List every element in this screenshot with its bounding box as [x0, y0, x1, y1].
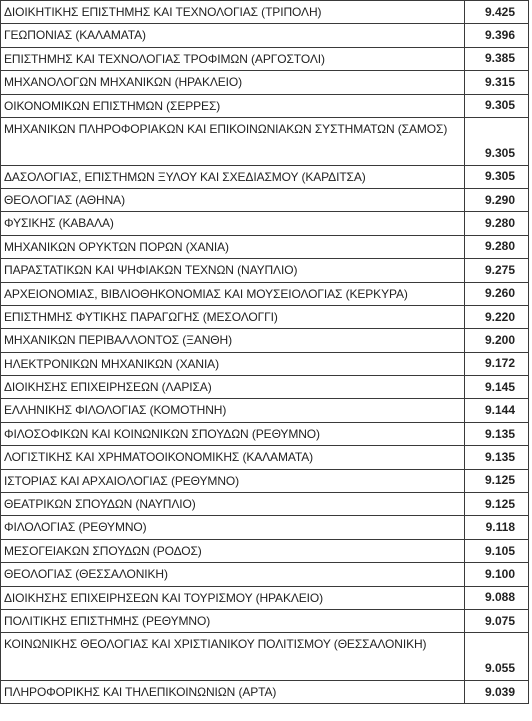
- score-value: 9.135: [484, 426, 515, 441]
- table-row: [1, 610, 528, 633]
- department-name: ΕΛΛΗΝΙΚΗΣ ΦΙΛΟΛΟΓΙΑΣ (ΚΟΜΟΤΗΝΗ): [1, 399, 465, 421]
- table-row: [1, 329, 528, 352]
- score-value: 9.105: [484, 543, 515, 558]
- table-row: [1, 118, 528, 166]
- table-row: [1, 563, 528, 586]
- score-value: 9.260: [484, 286, 515, 301]
- department-name: ΕΠΙΣΤΗΜΗΣ ΚΑΙ ΤΕΧΝΟΛΟΓΙΑΣ ΤΡΟΦΙΜΩΝ (ΑΡΓΟΣΤΟΛΙ): [1, 48, 465, 70]
- score-value: 9.425: [484, 4, 515, 19]
- table-row: [1, 212, 528, 235]
- table-row: [1, 376, 528, 399]
- department-name: ΓΕΩΠΟΝΙΑΣ (ΚΑΛΑΜΑΤΑ): [1, 24, 465, 46]
- department-name: ΑΡΧΕΙΟΝΟΜΙΑΣ, ΒΙΒΛΙΟΘΗΚΟΝΟΜΙΑΣ ΚΑΙ ΜΟΥΣΕΙΟΛΟΓΙΑΣ (ΚΕΡΚΥΡΑ): [1, 283, 465, 305]
- table-row: [1, 446, 528, 469]
- department-name: ΜΗΧΑΝΙΚΩΝ ΟΡΥΚΤΩΝ ΠΟΡΩΝ (ΧΑΝΙΑ): [1, 236, 465, 258]
- score-value: 9.305: [484, 145, 515, 160]
- score-value: 9.275: [484, 262, 515, 277]
- table-row: [1, 493, 528, 516]
- table-row: [1, 306, 528, 329]
- table-row: [1, 540, 528, 563]
- table-row: [1, 236, 528, 259]
- table-row: [1, 259, 528, 282]
- department-name: ΔΙΟΙΚΗΣΗΣ ΕΠΙΧΕΙΡΗΣΕΩΝ (ΛΑΡΙΣΑ): [1, 376, 465, 398]
- department-name: ΦΥΣΙΚΗΣ (ΚΑΒΑΛΑ): [1, 212, 465, 234]
- department-name: ΔΑΣΟΛΟΓΙΑΣ, ΕΠΙΣΤΗΜΩΝ ΞΥΛΟΥ ΚΑΙ ΣΧΕΔΙΑΣΜΟΥ (ΚΑΡΔΙΤΣΑ): [1, 166, 465, 188]
- score-value: 9.118: [485, 520, 515, 535]
- department-name: ΟΙΚΟΝΟΜΙΚΩΝ ΕΠΙΣΤΗΜΩΝ (ΣΕΡΡΕΣ): [1, 95, 465, 117]
- department-name: ΕΠΙΣΤΗΜΗΣ ΦΥΤΙΚΗΣ ΠΑΡΑΓΩΓΗΣ (ΜΕΣΟΛΟΓΓΙ): [1, 306, 465, 328]
- department-name: ΠΟΛΙΤΙΚΗΣ ΕΠΙΣΤΗΜΗΣ (ΡΕΘΥΜΝΟ): [1, 610, 465, 632]
- score-value: 9.315: [484, 74, 515, 89]
- score-value: 9.125: [484, 473, 515, 488]
- table-row: [1, 516, 528, 539]
- department-name: ΙΣΤΟΡΙΑΣ ΚΑΙ ΑΡΧΑΙΟΛΟΓΙΑΣ (ΡΕΘΥΜΝΟ): [1, 470, 465, 492]
- department-name: ΠΑΡΑΣΤΑΤΙΚΩΝ ΚΑΙ ΨΗΦΙΑΚΩΝ ΤΕΧΝΩΝ (ΝΑΥΠΛΙΟ): [1, 259, 465, 281]
- score-value: 9.385: [484, 51, 515, 66]
- department-name: ΜΕΣΟΓΕΙΑΚΩΝ ΣΠΟΥΔΩΝ (ΡΟΔΟΣ): [1, 540, 465, 562]
- department-name: ΔΙΟΙΚΗΣΗΣ ΕΠΙΧΕΙΡΗΣΕΩΝ ΚΑΙ ΤΟΥΡΙΣΜΟΥ (ΗΡΑΚΛΕΙΟ): [1, 587, 465, 609]
- table-row: [1, 1, 528, 24]
- table-row: [1, 633, 528, 681]
- table-row: [1, 166, 528, 189]
- table-row: [1, 189, 528, 212]
- score-value: 9.100: [484, 566, 515, 581]
- department-name: ΜΗΧΑΝΙΚΩΝ ΠΕΡΙΒΑΛΛΟΝΤΟΣ (ΞΑΝΘΗ): [1, 329, 465, 351]
- score-value: 9.125: [484, 496, 515, 511]
- score-value: 9.220: [484, 309, 515, 324]
- department-name: ΘΕΑΤΡΙΚΩΝ ΣΠΟΥΔΩΝ (ΝΑΥΠΛΙΟ): [1, 493, 465, 515]
- table-row: [1, 399, 528, 422]
- score-value: 9.280: [484, 216, 515, 231]
- score-value: 9.280: [484, 239, 515, 254]
- score-value: 9.135: [484, 449, 515, 464]
- table-row: [1, 48, 528, 71]
- department-name: ΦΙΛΟΛΟΓΙΑΣ (ΡΕΘΥΜΝΟ): [1, 516, 465, 538]
- department-name: ΦΙΛΟΣΟΦΙΚΩΝ ΚΑΙ ΚΟΙΝΩΝΙΚΩΝ ΣΠΟΥΔΩΝ (ΡΕΘΥΜΝΟ): [1, 423, 465, 445]
- table-row: [1, 71, 528, 94]
- department-name: ΛΟΓΙΣΤΙΚΗΣ ΚΑΙ ΧΡΗΜΑΤΟΟΙΚΟΝΟΜΙΚΗΣ (ΚΑΛΑΜΑΤΑ): [1, 446, 465, 468]
- department-name: ΔΙΟΙΚΗΤΙΚΗΣ ΕΠΙΣΤΗΜΗΣ ΚΑΙ ΤΕΧΝΟΛΟΓΙΑΣ (ΤΡΙΠΟΛΗ): [1, 1, 465, 23]
- score-value: 9.145: [484, 379, 515, 394]
- table-row: [1, 470, 528, 493]
- score-value: 9.075: [484, 613, 515, 628]
- table-row: [1, 587, 528, 610]
- score-value: 9.200: [484, 332, 515, 347]
- score-value: 9.039: [484, 684, 515, 699]
- score-value: 9.396: [484, 28, 515, 43]
- score-value: 9.144: [484, 403, 515, 418]
- department-name: ΚΟΙΝΩΝΙΚΗΣ ΘΕΟΛΟΓΙΑΣ ΚΑΙ ΧΡΙΣΤΙΑΝΙΚΟΥ ΠΟΛΙΤΙΣΜΟΥ (ΘΕΣΣΑΛΟΝΙΚΗ): [1, 633, 465, 680]
- department-name: ΜΗΧΑΝΙΚΩΝ ΠΛΗΡΟΦΟΡΙΑΚΩΝ ΚΑΙ ΕΠΙΚΟΙΝΩΝΙΑΚΩΝ ΣΥΣΤΗΜΑΤΩΝ (ΣΑΜΟΣ): [1, 118, 465, 165]
- department-name: ΘΕΟΛΟΓΙΑΣ (ΑΘΗΝΑ): [1, 189, 465, 211]
- table-row: [1, 283, 528, 306]
- table-row: [1, 353, 528, 376]
- score-value: 9.055: [484, 660, 515, 675]
- department-name: ΜΗΧΑΝΟΛΟΓΩΝ ΜΗΧΑΝΙΚΩΝ (ΗΡΑΚΛΕΙΟ): [1, 71, 465, 93]
- score-value: 9.088: [484, 590, 515, 605]
- table-row: [1, 24, 528, 47]
- department-name: ΘΕΟΛΟΓΙΑΣ (ΘΕΣΣΑΛΟΝΙΚΗ): [1, 563, 465, 585]
- score-value: 9.172: [484, 356, 515, 371]
- table-row: [1, 95, 528, 118]
- score-value: 9.305: [484, 169, 515, 184]
- score-value: 9.290: [484, 192, 515, 207]
- department-name: ΠΛΗΡΟΦΟΡΙΚΗΣ ΚΑΙ ΤΗΛΕΠΙΚΟΙΝΩΝΙΩΝ (ΑΡΤΑ): [1, 681, 465, 703]
- score-value: 9.305: [484, 98, 515, 113]
- department-name: ΗΛΕΚΤΡΟΝΙΚΩΝ ΜΗΧΑΝΙΚΩΝ (ΧΑΝΙΑ): [1, 353, 465, 375]
- table-row: [1, 681, 528, 704]
- table-row: [1, 423, 528, 446]
